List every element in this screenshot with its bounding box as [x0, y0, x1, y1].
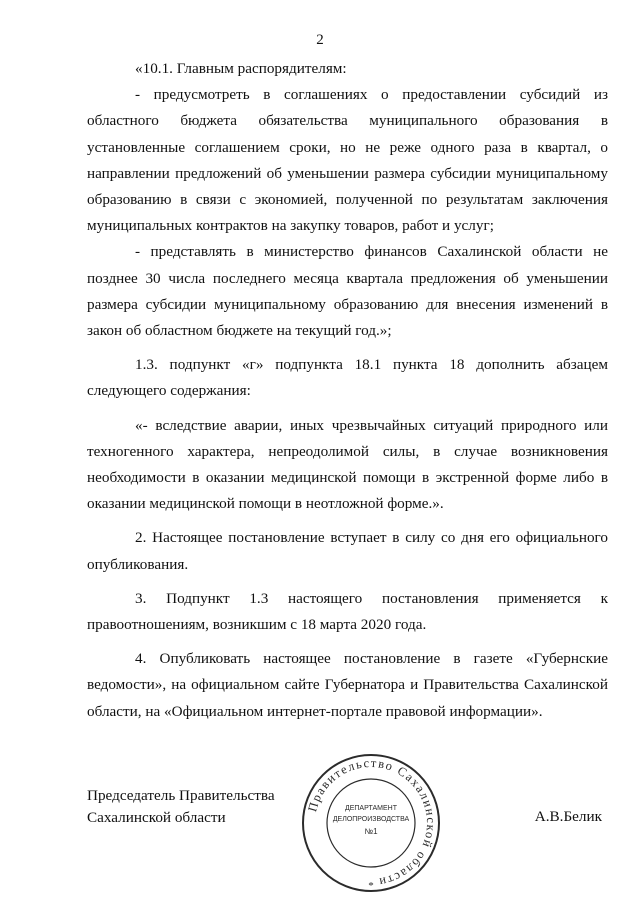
page-number: 2 — [316, 32, 324, 48]
paragraph-1-3: 1.3. подпункт «г» подпункта 18.1 пункта 18 дополнить абзацем следующего содержания: — [87, 356, 608, 400]
signer-position — [87, 785, 275, 829]
paragraph-10-1-heading: «10.1. Главным распорядителям: — [135, 60, 347, 77]
seal-inner-line3: №1 — [364, 827, 378, 836]
paragraph-provide-in-agreements: - предусмотреть в соглашениях о предоставлении субсидий из областного бюджета обязательства муниципального образования в установленные соглашением сроки, но не реже одного раза в квартал, о направлении предложений об уменьшении размера субсидии муниципальному образованию в связи с экономией, полученной по результатам заключения муниципальных контрактов на закупку товаров, работ и услуг; — [87, 86, 608, 235]
seal-ring-text: Правительство Сахалинской области — [305, 755, 439, 890]
document-body — [87, 56, 608, 725]
paragraph-3: 3. Подпункт 1.3 настоящего постановления применяется к правоотношениям, возникшим с 18 марта 2020 года. — [87, 589, 608, 634]
paragraph-quoted-addition: «- вследствие аварии, иных чрезвычайных ситуаций природного или техногенного характера, непреодолимой силы, в случае возникновения необходимости в оказании медицинской помощи в экстренной форме либо в оказании медицинской помощи в неотложной форме.». — [87, 416, 608, 513]
signer-position-line1: Председатель Правительства — [87, 787, 275, 804]
paragraph-2: 2. Настоящее постановление вступает в силу со дня его официального опубликования. — [87, 529, 608, 573]
paragraph-4: 4. Опубликовать настоящее постановление в газете «Губернские ведомости», на официальном сайте Губернатора и Правительства Сахалинской области, на «Официальном интернет-портале правовой информации». — [87, 650, 608, 720]
signer-position-line2: Сахалинской области — [87, 809, 226, 826]
seal-star-icon: * — [368, 880, 374, 892]
paragraph-submit-to-ministry: - представлять в министерство финансов Сахалинской области не позднее 30 числа последнего месяца квартала предложения об уменьшении размера субсидии муниципальному образованию для внесения изменений в закон об областном бюджете на текущий год.»; — [87, 243, 608, 340]
seal-inner-line2: ДЕЛОПРОИЗВОДСТВА — [332, 816, 410, 823]
signer-name: А.В.Белик — [534, 808, 602, 825]
seal-inner-line1: ДЕПАРТАМЕНТ — [344, 805, 398, 812]
official-seal-stamp — [300, 752, 442, 894]
